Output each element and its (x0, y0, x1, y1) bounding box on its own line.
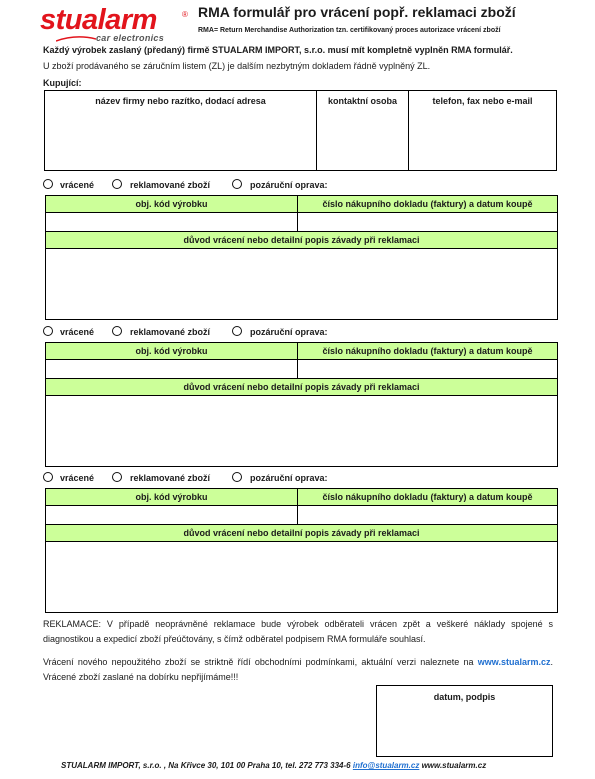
col-invoice: číslo nákupního dokladu (faktury) a datum koupě (322, 199, 533, 209)
intro-line-1: Každý výrobek zaslaný (předaný) firmě STUALARM IMPORT, s.r.o. musí mít kompletně vyplněn RMA formulář. (43, 45, 513, 55)
item-table (45, 195, 558, 320)
logo-wordmark: stualarm (40, 4, 157, 36)
logo-tagline: car electronics (96, 33, 165, 43)
return-policy-notice (43, 655, 553, 685)
option-claimed-label: reklamované zboží (130, 180, 211, 190)
footer-email-link[interactable]: info@stualarm.cz (352, 761, 420, 770)
item-table (45, 342, 558, 467)
item-table-header (46, 196, 557, 213)
radio-post-warranty[interactable] (232, 472, 242, 482)
reason-field[interactable] (46, 249, 557, 319)
invoice-field[interactable] (298, 506, 557, 524)
item-section-3 (0, 473, 595, 613)
radio-claimed[interactable] (112, 326, 122, 336)
product-code-field[interactable] (46, 506, 298, 524)
option-returned-label: vrácené (60, 473, 95, 483)
col-product-code: obj. kód výrobku (46, 196, 298, 212)
radio-claimed[interactable] (112, 179, 122, 189)
page-title: RMA formulář pro vrácení popř. reklamaci zboží (198, 4, 516, 20)
stualarm-logo (40, 6, 190, 46)
invoice-field[interactable] (298, 360, 557, 378)
footer-web: www.stualarm.cz (421, 761, 487, 770)
buyer-address-field[interactable] (45, 91, 317, 170)
radio-returned[interactable] (43, 472, 53, 482)
invoice-field[interactable] (298, 213, 557, 231)
signature-box[interactable] (376, 685, 553, 757)
page-subtitle: RMA= Return Merchandise Authorization tzn. certifikovaný proces autorizace vrácení zboží (198, 27, 501, 34)
intro-line-2: U zboží prodávaného se záručním listem (ZL) je dalším nezbytným dokladem řádně vyplněný ZL. (43, 61, 431, 71)
item-section-1 (0, 180, 595, 320)
col-product-code: obj. kód výrobku (46, 489, 298, 505)
option-post-warranty-label: pozáruční oprava: (250, 473, 328, 483)
item-table (45, 488, 558, 613)
option-post-warranty-label: pozáruční oprava: (250, 180, 328, 190)
footer (61, 761, 486, 770)
product-code-field[interactable] (46, 360, 298, 378)
option-claimed-label: reklamované zboží (130, 473, 211, 483)
return-policy-text: Vrácení nového nepoužitého zboží se striktně řídí obchodními podmínkami, aktuální verzi naleznete na (43, 657, 474, 667)
reason-field[interactable] (46, 396, 557, 466)
item-table-row (46, 213, 557, 232)
radio-claimed[interactable] (112, 472, 122, 482)
buyer-table (44, 90, 557, 171)
buyer-contact-label: kontaktní osoba (327, 96, 397, 106)
radio-returned[interactable] (43, 179, 53, 189)
col-product-code: obj. kód výrobku (46, 343, 298, 359)
footer-company: STUALARM IMPORT, s.r.o. , Na Křivce 30, 101 00 Praha 10, tel. 272 773 334-6 (61, 761, 351, 770)
col-invoice: číslo nákupního dokladu (faktury) a datum koupě (322, 346, 533, 356)
radio-post-warranty[interactable] (232, 326, 242, 336)
item-table-header (46, 489, 557, 506)
item-table-header (46, 343, 557, 360)
buyer-phone-field[interactable] (409, 91, 556, 170)
reason-header: důvod vrácení nebo detailní popis závady při reklamaci (46, 379, 557, 396)
option-returned-label: vrácené (60, 180, 95, 190)
col-invoice: číslo nákupního dokladu (faktury) a datum koupě (322, 492, 533, 502)
radio-returned[interactable] (43, 326, 53, 336)
reklamace-notice: REKLAMACE: V případě neoprávněné reklamace bude výrobek odběrateli vrácen zpět a veškeré náklady spojené s diagnostikou a expedicí zboží přeúčtovány, s čímž odběratel podpisem RMA formuláře souhlasí. (43, 619, 553, 644)
product-code-field[interactable] (46, 213, 298, 231)
reason-header: důvod vrácení nebo detailní popis závady při reklamaci (46, 232, 557, 249)
buyer-phone-label: telefon, fax nebo e-mail (432, 96, 533, 106)
reason-field[interactable] (46, 542, 557, 612)
option-returned-label: vrácené (60, 327, 95, 337)
option-post-warranty-label: pozáruční oprava: (250, 327, 328, 337)
item-table-row (46, 360, 557, 379)
signature-label: datum, podpis (433, 692, 496, 702)
logo-swoosh-icon (56, 36, 96, 42)
buyer-contact-field[interactable] (317, 91, 409, 170)
option-claimed-label: reklamované zboží (130, 327, 211, 337)
buyer-address-label: název firmy nebo razítko, dodací adresa (95, 96, 266, 106)
reason-header: důvod vrácení nebo detailní popis závady při reklamaci (46, 525, 557, 542)
registered-mark: ® (182, 10, 188, 19)
radio-post-warranty[interactable] (232, 179, 242, 189)
return-policy-text-2: . Vrácené zboží zaslané na dobírku nepřijímáme!!! (43, 657, 553, 682)
website-link[interactable]: www.stualarm.cz (477, 657, 551, 667)
buyer-label: Kupující: (43, 78, 82, 88)
item-table-row (46, 506, 557, 525)
item-section-2 (0, 327, 595, 467)
